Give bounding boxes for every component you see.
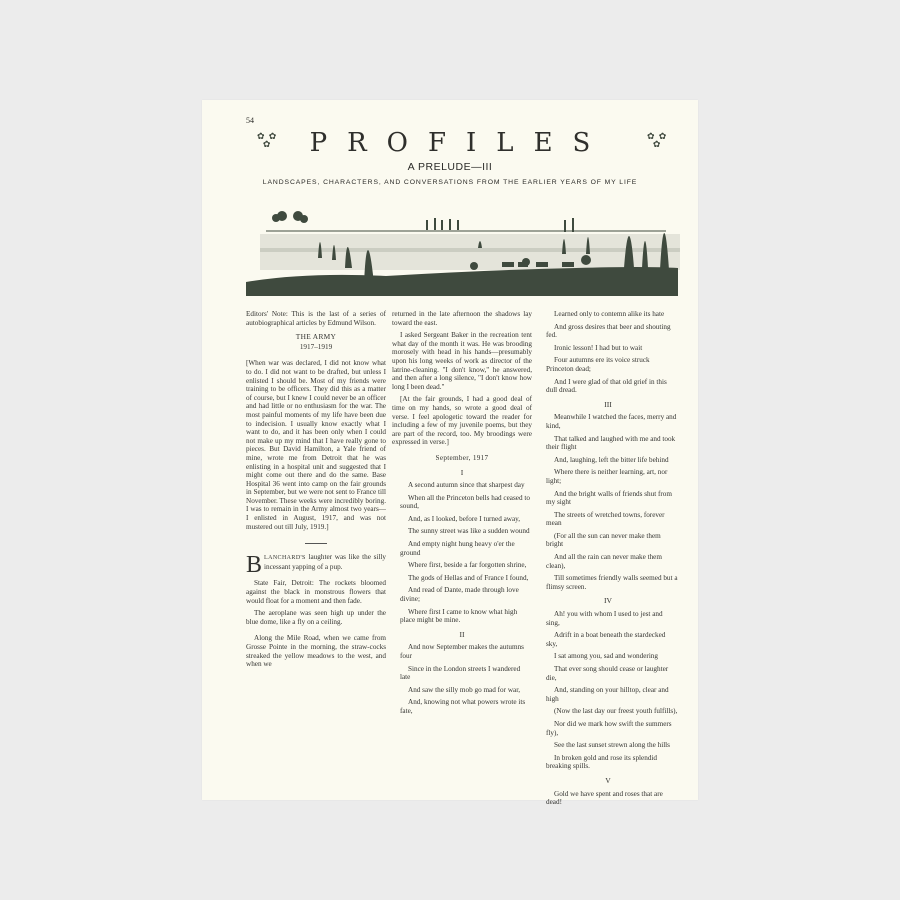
poem-line: And gross desires that beer and shouting fed. [546, 322, 671, 340]
poem-line: The streets of wretched towns, forever mean [546, 510, 665, 528]
poem-line: And read of Dante, made through love divine; [400, 586, 519, 604]
poem-part-number: III [604, 399, 612, 409]
poem-line: Where first, beside a far forgotten shrine, [408, 561, 527, 570]
poem-line: A second autumn since that sharpest day [408, 481, 525, 490]
poem-line: Where first I came to know what high place might be mine. [400, 607, 518, 625]
poem-line: Ironic lesson! I had but to wait [554, 343, 643, 352]
text-column-3 [538, 310, 678, 811]
poem-line: Four autumns ere its voice struck Princeton dead; [546, 356, 650, 373]
poem-stanza [538, 310, 678, 395]
poem-line: Meanwhile I watched the faces, merry and kind, [546, 413, 677, 430]
poem-line: And, laughing, left the bitter life behind [554, 455, 669, 464]
section-divider [305, 543, 327, 544]
poem-stanza [538, 413, 678, 591]
poem-part-number: II [459, 629, 465, 639]
paragraph: Along the Mile Road, when we came from Grosse Pointe in the morning, the straw-cocks streaked the yellow meadows to the west, and when we [246, 634, 386, 669]
poem-title: September, 1917 [435, 453, 489, 462]
paragraph-text: laughter was like the silly incessant yapping of a pup. [264, 553, 386, 571]
poem-line: And saw the silly mob go mad for war, [408, 685, 521, 694]
text-column-1 [246, 310, 386, 673]
poem-line: And, as I looked, before I turned away, [408, 514, 521, 523]
poem-line: Ah! you with whom I used to jest and sing, [546, 610, 663, 627]
poem-line: In broken gold and rose its splendid breaking spills. [546, 753, 658, 771]
poem-line: And all the rain can never make them clean), [546, 553, 662, 570]
poem-line: I sat among you, sad and wondering [554, 652, 658, 661]
poem-line: And empty night hung heavy o'er the ground [400, 540, 515, 557]
poem-line: See the last sunset strewn along the hills [554, 741, 670, 750]
poem-stanza [538, 610, 678, 771]
poem-line: And, standing on your hilltop, clear and high [546, 686, 669, 703]
poem-stanza [392, 481, 532, 625]
paragraph: I asked Sergeant Baker in the recreation tent what day of the month it was. He was brooding morosely with head in his hands—presumably upon his long weeks of work as director of the latrine-cleaning. "I don't know," he answered, and then after a long silence, "I don't know how long I been dead." [392, 331, 532, 391]
landscape-illustration [246, 196, 678, 306]
poem-line: (For all the sun can never make them bright [546, 531, 661, 549]
poem-line: Till sometimes friendly walls seemed but a flimsy screen. [546, 574, 678, 591]
section-title: THE ARMY [295, 332, 337, 342]
small-caps-word: LANCHARD'S [264, 555, 306, 562]
editors-note: Editors' Note: This is the last of a series of autobiographical articles by Edmund Wilson. [246, 310, 386, 327]
poem-line: Since in the London streets I wandered late [400, 664, 521, 682]
poem-line: Gold we have spent and roses that are dead! [546, 789, 663, 807]
poem-line: Where there is neither learning, art, nor light; [546, 468, 668, 485]
poem-line: (Now the last day our freest youth fulfills), [554, 707, 678, 716]
paragraph: State Fair, Detroit: The rockets bloomed against the black in monstrous flowers that would float for a moment and then fade. [246, 579, 386, 605]
flower-ornament-right: ✿ ✿ ✿ [647, 131, 668, 149]
poem-part-number: I [460, 467, 464, 477]
poem-line: Nor did we mark how swift the summers fly), [546, 719, 672, 737]
page-number: 54 [246, 116, 254, 125]
drop-cap: B [246, 552, 263, 579]
poem-line: That ever song should cease or laughter die, [546, 665, 669, 682]
poem-line: The sunny street was like a sudden wound [408, 527, 530, 536]
magazine-page [202, 100, 698, 807]
poem-line: That talked and laughed with me and took their flight [546, 434, 676, 452]
article-subtitle: A PRELUDE—III [407, 161, 493, 173]
poem-line: And now September makes the autumns four [400, 643, 524, 660]
poem-line: And the bright walls of friends shut from my sight [546, 489, 672, 507]
section-years: 1917–1919 [299, 342, 333, 351]
poem-part-number: IV [603, 596, 612, 606]
paragraph: [At the fair grounds, I had a good deal of time on my hands, so wrote a good deal of verse. I feel apologetic toward the reader for including a few of my juvenile poems, but they are part of the record, too. My broodings were expressed in verse.] [392, 395, 532, 447]
page-title: PROFILES [309, 128, 611, 158]
poem-line: Adrift in a boat beneath the stardecked sky, [546, 631, 666, 648]
text-column-2 [392, 310, 532, 720]
flower-ornament-left: ✿ ✿ ✿ [257, 131, 278, 149]
poem-line: When all the Princeton bells had ceased to sound, [400, 493, 530, 511]
poem-line: And, knowing not what powers wrote its fate, [400, 698, 526, 715]
poem-part-number: V [605, 775, 611, 785]
poem-stanza [392, 643, 532, 715]
article-tagline: LANDSCAPES, CHARACTERS, AND CONVERSATIONS FROM THE EARLIER YEARS OF MY LIFE [262, 179, 638, 186]
poem-line: Learned only to contemn alike its hate [554, 310, 665, 318]
paragraph: returned in the late afternoon the shadows lay toward the east. [392, 310, 532, 327]
poem-line: The gods of Hellas and of France I found, [408, 573, 529, 582]
poem-stanza [538, 790, 678, 807]
paragraph: [When war was declared, I did not know what to do. I did not want to be drafted, but unless I enlisted I should be. Most of my friends were training to be officers. They did this as a matter of course, but I knew I could never be an officer and had little or no enthusiasm for the war. The most painful moments of my life have been due to indecision. I usually know exactly what I want to do, and it has been only when I could not make up my mind that I have really gone to pieces. But David Hamilton, a Yale friend of mine, wrote me from Detroit that he was enlisting in a hospital unit and suggested that I might come out there and do the same. Base Hospital 36 went into camp on the fair grounds in September, but we were not sent to France till November. These weeks were incredibly boring. I was to remain in the Army almost two years—I enlisted in August, 1917, and was not mustered out till July, 1919.] [246, 359, 386, 531]
drop-cap-paragraph [246, 552, 386, 579]
poem-line: And I were glad of that old grief in this dull dread. [546, 377, 667, 395]
paragraph: The aeroplane was seen high up under the blue dome, like a fly on a ceiling. [246, 609, 386, 626]
